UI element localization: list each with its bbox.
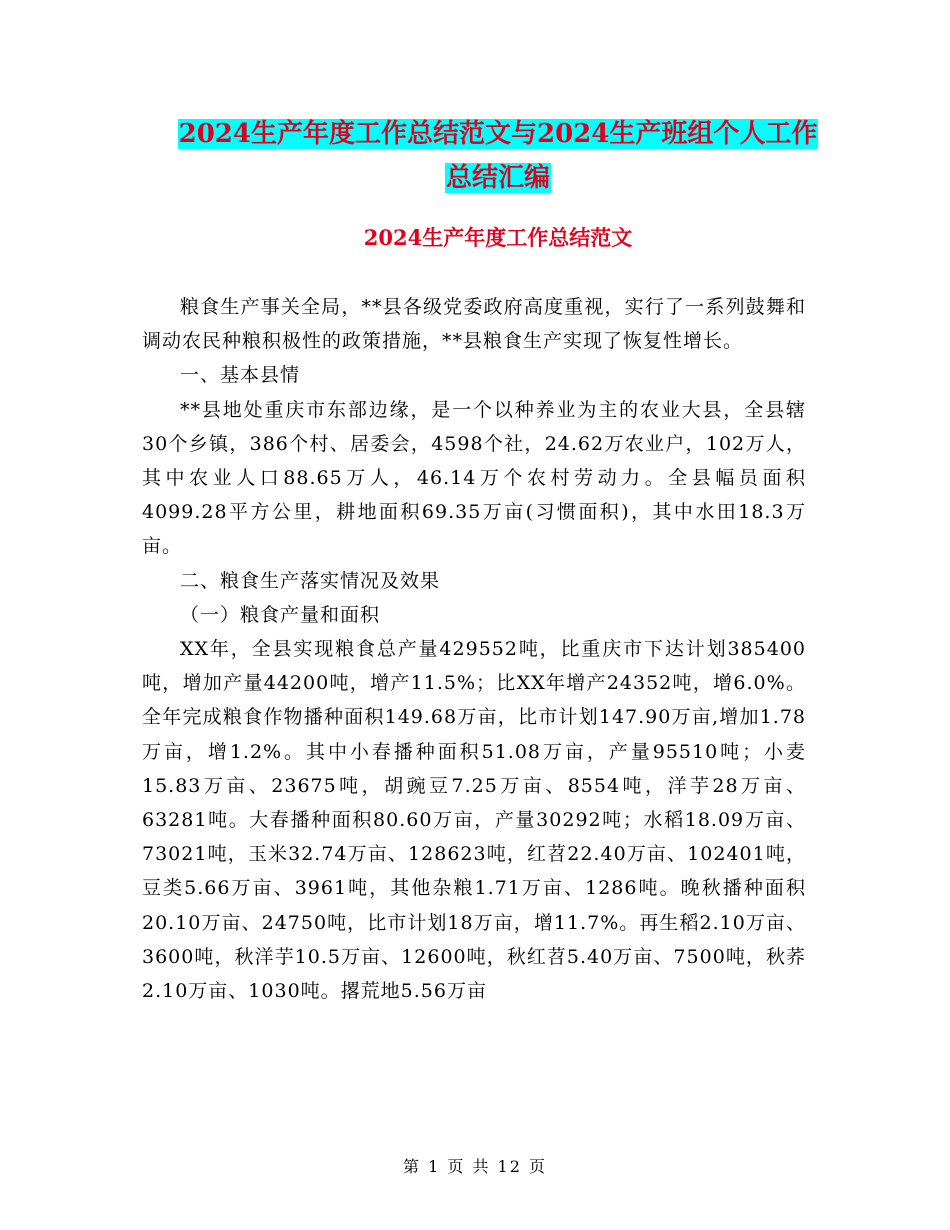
document-title (140, 112, 856, 200)
heading-basic-info: 一、基本县情 (180, 364, 301, 387)
title-line-2: 总结汇编 (445, 163, 550, 193)
page-footer: 第 1 页 共 12 页 (403, 1157, 547, 1176)
document-body (142, 290, 806, 1008)
paragraph: 粮食生产事关全局，**县各级党委政府高度重视，实行了一系列鼓舞和调动农民种粮积极性的政策措施，**县粮食生产实现了恢复性增长。 (142, 296, 806, 353)
heading-output-area: （一）粮食产量和面积 (180, 603, 381, 626)
paragraph: **县地处重庆市东部边缘，是一个以种养业为主的农业大县，全县辖30个乡镇，386个村、居委会，4598个社，24.62万农业户，102万人，其中农业人口88.65万人，46.14万个农村劳动力。全县幅员面积4099.28平方公里，耕地面积69.35万亩(习惯面积)，其中水田18.3万亩。 (142, 398, 806, 558)
title-line-1: 2024生产年度工作总结范文与2024生产班组个人工作 (178, 119, 818, 149)
paragraph: XX年，全县实现粮食总产量429552吨，比重庆市下达计划385400吨，增加产量44200吨，增产11.5%；比XX年增产24352吨，增6.0%。全年完成粮食作物播种面积149.68万亩，比市计划147.90万亩,增加1.78万亩，增1.2%。其中小春播种面积51.08万亩，产量95510吨；小麦15.83万亩、23675吨，胡豌豆7.25万亩、8554吨，洋芋28万亩、63281吨。大春播种面积80.60万亩，产量30292吨；水稻18.09万亩、73021吨，玉米32.74万亩、128623吨，红苕22.40万亩、102401吨，豆类5.66万亩、3961吨，其他杂粮1.71万亩、1286吨。晚秋播种面积20.10万亩、24750吨，比市计划18万亩，增11.7%。再生稻2.10万亩、3600吨，秋洋芋10.5万亩、12600吨，秋红苕5.40万亩、7500吨，秋荞2.10万亩、1030吨。撂荒地5.56万亩 (142, 638, 806, 1003)
section-title: 2024生产年度工作总结范文 (363, 225, 633, 250)
heading-grain-production: 二、粮食生产落实情况及效果 (180, 569, 441, 592)
